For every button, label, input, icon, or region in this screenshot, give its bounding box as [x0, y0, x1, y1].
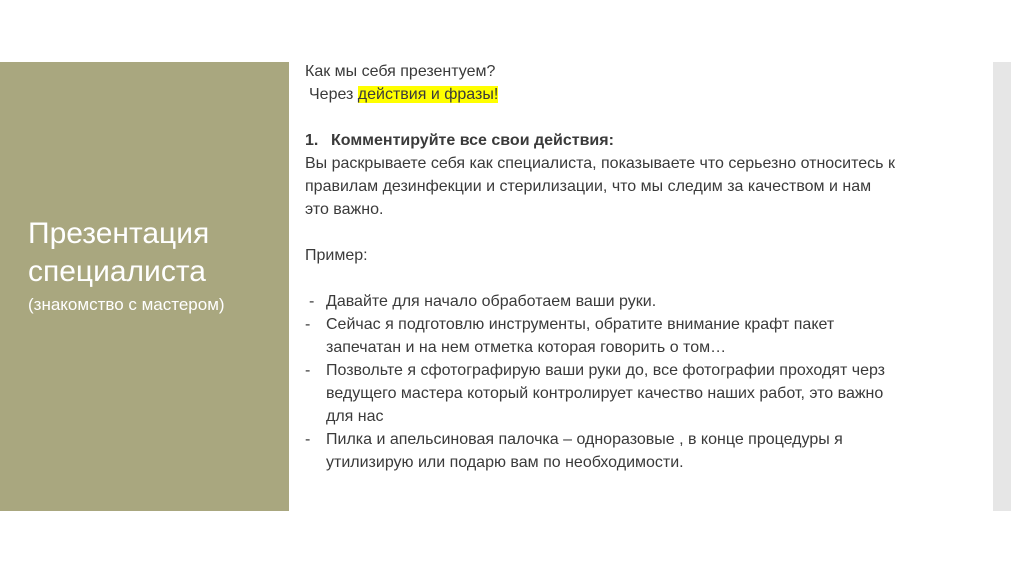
scrollbar-track[interactable]: [993, 62, 1011, 511]
paragraph-line: Вы раскрываете себя как специалиста, показываете что серьезно относитесь к: [305, 155, 895, 172]
question-line: Как мы себя презентуем?: [305, 63, 496, 80]
list-item: [305, 313, 985, 359]
list-item-line: Сейчас я подготовлю инструменты, обратите внимание крафт пакет: [326, 316, 835, 333]
slide-title: [28, 215, 283, 291]
answer-highlight: действия и фразы!: [357, 86, 499, 103]
example-label: Пример:: [305, 247, 368, 264]
list-item-line: Пилка и апельсиновая палочка – одноразовые , в конце процедуры я: [326, 431, 843, 448]
list-item-line: ведущего мастера который контролирует качество наших работ, это важно: [326, 385, 884, 402]
paragraph-line: это важно.: [305, 201, 384, 218]
answer-line: [305, 83, 985, 106]
list-item-line: для нас: [326, 408, 384, 425]
answer-prefix: Через: [309, 86, 358, 103]
slide-content: [305, 60, 985, 474]
paragraph-line: правилам дезинфекции и стерилизации, что мы следим за качеством и нам: [305, 178, 872, 195]
heading-text: Комментируйте все свои действия:: [331, 132, 614, 149]
list-item-line: Давайте для начало обработаем ваши руки.: [326, 293, 657, 310]
bullet-marker: -: [309, 293, 315, 310]
list-item: [305, 290, 985, 313]
slide-title-line-2: специалиста: [28, 255, 206, 288]
section-heading: [305, 129, 985, 152]
list-item-line: утилизирую или подарю вам по необходимости.: [326, 454, 684, 471]
bullet-marker: -: [305, 431, 311, 448]
list-item-line: Позвольте я сфотографирую ваши руки до, все фотографии проходят черз: [326, 362, 886, 379]
heading-number: 1.: [305, 132, 319, 149]
list-item: [305, 359, 985, 428]
slide-title-line-1: Презентация: [28, 217, 210, 250]
list-item: [305, 428, 985, 474]
bullet-marker: -: [305, 316, 311, 333]
bullet-marker: -: [305, 362, 311, 379]
list-item-line: запечатан и на нем отметка которая говорить о том…: [326, 339, 727, 356]
slide-subtitle: (знакомство с мастером): [28, 295, 225, 314]
